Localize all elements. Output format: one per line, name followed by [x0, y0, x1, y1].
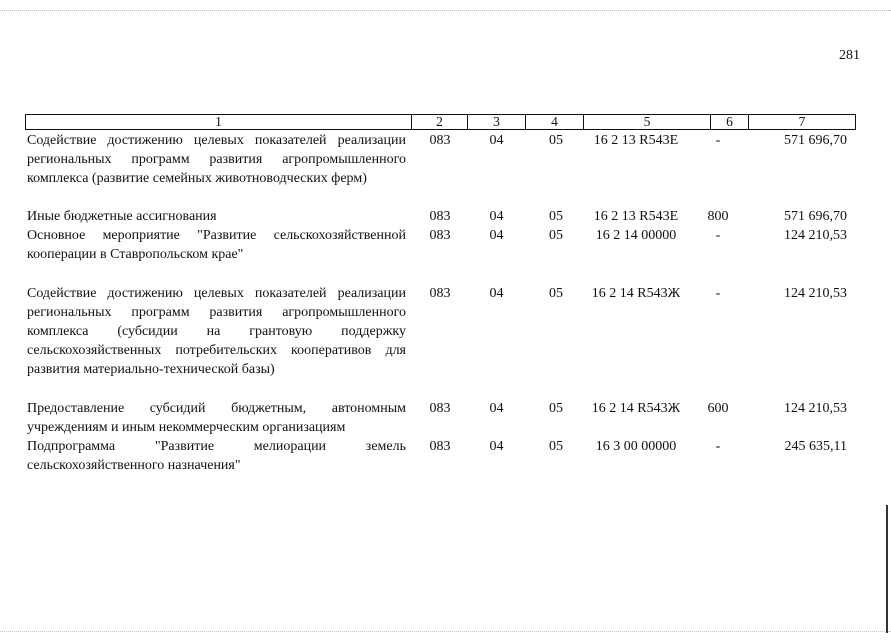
cell-target-code: 16 2 13 R543E — [593, 133, 679, 148]
description-line: комплекса (субсидии на грантовую поддержку — [27, 324, 406, 339]
cell-target-code: 16 2 13 R543E — [593, 209, 679, 224]
cell-subsection-code: 05 — [549, 228, 563, 243]
description-line: Предоставление субсидий бюджетным, автономным — [27, 401, 406, 416]
row-description — [27, 226, 406, 264]
cell-amount: 245 635,11 — [784, 439, 847, 454]
page-number: 281 — [839, 48, 860, 63]
cell-target-code: 16 2 14 R543Ж — [591, 286, 681, 301]
description-line: Содействие достижению целевых показателей реализации — [27, 133, 406, 148]
scan-top-edge — [0, 10, 891, 11]
description-line: Содействие достижению целевых показателей реализации — [27, 286, 406, 301]
scan-bottom-edge — [0, 631, 891, 632]
scan-right-edge — [886, 505, 888, 633]
cell-expense-type: 800 — [707, 209, 729, 224]
description-line: региональных программ развития агропромышленного — [27, 305, 406, 320]
cell-section-code: 04 — [489, 401, 504, 416]
cell-section-code: 04 — [489, 286, 504, 301]
cell-target-code: 16 2 14 R543Ж — [591, 401, 681, 416]
cell-amount: 124 210,53 — [784, 286, 847, 301]
row-description — [27, 437, 406, 475]
header-col-6: 6 — [710, 115, 748, 129]
description-line: Подпрограмма "Развитие мелиорации земель — [27, 439, 406, 454]
cell-section-code: 04 — [489, 439, 504, 454]
cell-amount: 124 210,53 — [784, 401, 847, 416]
header-col-4: 4 — [525, 115, 583, 129]
description-line: учреждениям и иным некоммерческим организациям — [27, 420, 346, 435]
cell-expense-type: 600 — [707, 401, 729, 416]
cell-ministry-code: 083 — [429, 286, 451, 301]
header-col-3: 3 — [467, 115, 525, 129]
description-line: комплекса (развитие семейных животноводческих ферм) — [27, 171, 367, 186]
cell-subsection-code: 05 — [549, 286, 563, 301]
cell-subsection-code: 05 — [549, 401, 563, 416]
cell-expense-type: - — [715, 286, 721, 301]
cell-target-code: 16 3 00 00000 — [595, 439, 677, 454]
cell-amount: 124 210,53 — [784, 228, 847, 243]
description-line: сельскохозяйственных потребительских кооперативов для — [27, 343, 406, 358]
header-col-5: 5 — [583, 115, 710, 129]
description-line: Иные бюджетные ассигнования — [27, 209, 217, 224]
description-line: развития материально-технической базы) — [27, 362, 275, 377]
row-description — [27, 284, 406, 379]
cell-ministry-code: 083 — [429, 401, 451, 416]
cell-section-code: 04 — [489, 228, 504, 243]
description-line: сельскохозяйственного назначения" — [27, 458, 241, 473]
cell-section-code: 04 — [489, 133, 504, 148]
description-line: Основное мероприятие "Развитие сельскохозяйственной — [27, 228, 406, 243]
cell-subsection-code: 05 — [549, 209, 563, 224]
row-description — [27, 399, 406, 437]
cell-subsection-code: 05 — [549, 439, 563, 454]
cell-amount: 571 696,70 — [784, 209, 847, 224]
header-col-7: 7 — [748, 115, 855, 129]
cell-ministry-code: 083 — [429, 228, 451, 243]
cell-section-code: 04 — [489, 209, 504, 224]
description-line: кооперации в Ставропольском крае" — [27, 247, 244, 262]
row-description — [27, 207, 406, 226]
header-col-2: 2 — [411, 115, 467, 129]
cell-amount: 571 696,70 — [784, 133, 847, 148]
cell-expense-type: - — [715, 439, 721, 454]
row-description — [27, 131, 406, 188]
cell-ministry-code: 083 — [429, 133, 451, 148]
cell-expense-type: - — [715, 133, 721, 148]
cell-expense-type: - — [715, 228, 721, 243]
header-col-1: 1 — [215, 114, 222, 129]
description-line: региональных программ развития агропромышленного — [27, 152, 406, 167]
cell-ministry-code: 083 — [429, 439, 451, 454]
cell-subsection-code: 05 — [549, 133, 563, 148]
table-header-row — [25, 114, 856, 130]
cell-ministry-code: 083 — [429, 209, 451, 224]
cell-target-code: 16 2 14 00000 — [595, 228, 677, 243]
